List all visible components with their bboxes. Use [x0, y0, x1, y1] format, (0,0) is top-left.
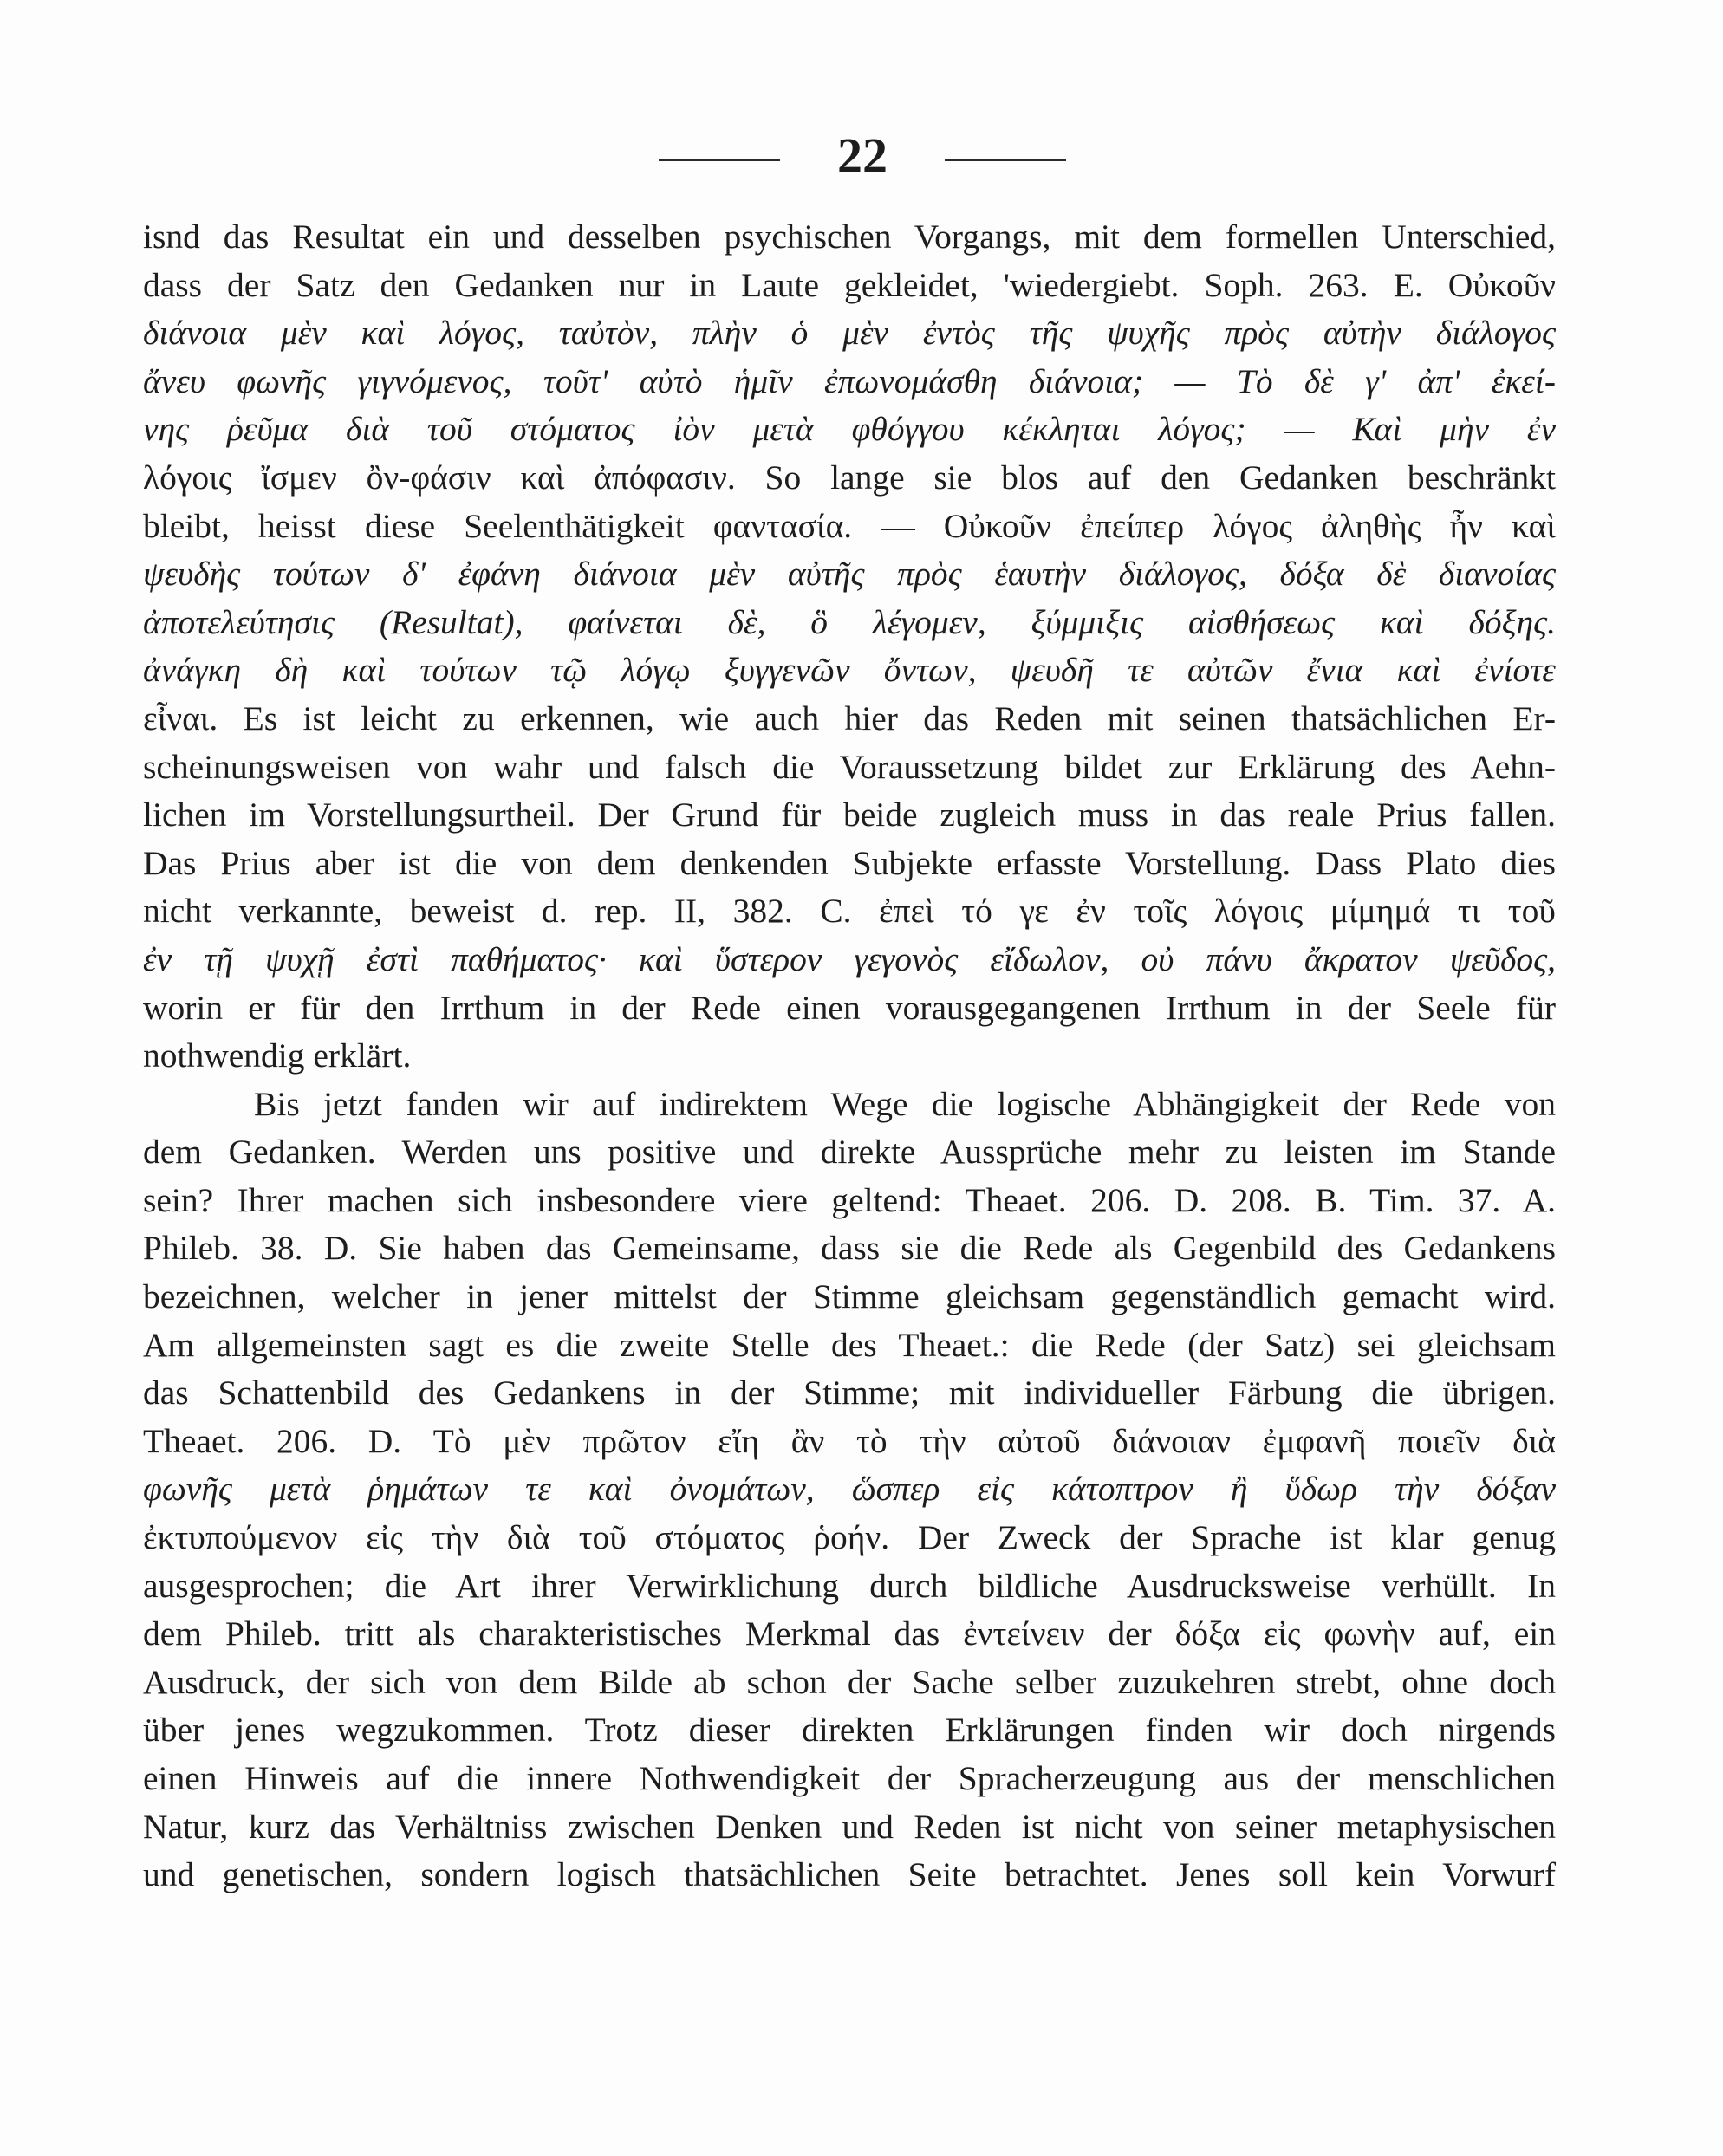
text-line: ἐκτυπούμενον εἰς τὴν διὰ τοῦ στόματος ῥοήν. Der Zweck der Sprache ist klar genug	[143, 1518, 1556, 1557]
text-line: das Schattenbild des Gedankens in der Stimme; mit individueller Färbung die übrigen.	[143, 1373, 1556, 1412]
text-line: ἀνάγκη δὴ καὶ τούτων τῷ λόγῳ ξυγγενῶν ὄντων, ψευδῆ τε αὐτῶν ἔνια καὶ ἐνίοτε	[143, 651, 1556, 690]
paragraph-1	[143, 213, 1556, 1081]
paragraph-2	[143, 1081, 1556, 1899]
header-rule-left	[659, 159, 780, 161]
text-line: ἐν τῇ ψυχῇ ἐστὶ παθήματος· καὶ ὕστερον γεγονὸς εἴδωλον, οὐ πάνυ ἄκρατον ψεῦδος,	[143, 939, 1556, 978]
text-line: scheinungsweisen von wahr und falsch die Voraussetzung bildet zur Erklärung des Aehn-	[143, 747, 1556, 786]
text-line: Bis jetzt fanden wir auf indirektem Wege die logische Abhängigkeit der Rede von	[254, 1084, 1556, 1123]
text-line: ἄνευ φωνῆς γιγνόμενος, τοῦτ' αὐτὸ ἡμῖν ἐπωνομάσθη διάνοια; — Τὸ δὲ γ' ἀπ' ἐκεί-	[143, 361, 1556, 400]
text-line: dem Phileb. tritt als charakteristisches Merkmal das ἐντείνειν der δόξα εἰς φωνὴν auf, ein	[143, 1614, 1556, 1653]
text-line: φωνῆς μετὰ ῥημάτων τε καὶ ὀνομάτων, ὥσπερ εἰς κάτοπτρον ἢ ὕδωρ τὴν δόξαν	[143, 1470, 1556, 1509]
text-line: dem Gedanken. Werden uns positive und direkte Aussprüche mehr zu leisten im Stande	[143, 1133, 1556, 1172]
body-text	[143, 213, 1556, 1899]
text-line: νης ῥεῦμα διὰ τοῦ στόματος ἰὸν μετὰ φθόγγου κέκληται λόγος; — Καὶ μὴν ἐν	[143, 410, 1556, 449]
text-line: Am allgemeinsten sagt es die zweite Stelle des Theaet.: die Rede (der Satz) sei gleichsam	[143, 1325, 1556, 1364]
text-line: διάνοια μὲν καὶ λόγος, ταὐτὸν, πλὴν ὁ μὲν ἐντὸς τῆς ψυχῆς πρὸς αὐτὴν διάλογος	[143, 314, 1556, 353]
text-line: bleibt, heisst diese Seelenthätigkeit φαντασία. — Οὐκοῦν ἐπείπερ λόγος ἀληθὴς ἦν καὶ	[143, 506, 1556, 545]
text-line: einen Hinweis auf die innere Nothwendigkeit der Spracherzeugung aus der menschlichen	[143, 1759, 1556, 1797]
text-line: bezeichnen, welcher in jener mittelst der Stimme gleichsam gegenständlich gemacht wird.	[143, 1277, 1556, 1316]
text-line: über jenes wegzukommen. Trotz dieser direkten Erklärungen finden wir doch nirgends	[143, 1711, 1556, 1750]
text-line: Theaet. 206. D. Τὸ μὲν πρῶτον εἴη ἂν τὸ τὴν αὐτοῦ διάνοιαν ἐμφανῆ ποιεῖν διὰ	[143, 1421, 1556, 1460]
text-line: εἶναι. Es ist leicht zu erkennen, wie auch hier das Reden mit seinen thatsächlichen Er-	[143, 698, 1556, 737]
text-line: dass der Satz den Gedanken nur in Laute gekleidet, 'wiedergiebt. Soph. 263. E. Οὐκοῦν	[143, 265, 1556, 304]
text-line: ἀποτελεύτησις (Resultat), φαίνεται δὲ, ὃ λέγομεν, ξύμμιξις αἰσθήσεως καὶ δόξης.	[143, 602, 1556, 641]
text-line: Ausdruck, der sich von dem Bilde ab schon der Sache selber zuzukehren strebt, ohne doch	[143, 1662, 1556, 1701]
text-line: worin er für den Irrthum in der Rede einen vorausgegangenen Irrthum in der Seele für	[143, 988, 1556, 1027]
text-line: sein? Ihrer machen sich insbesondere viere geltend: Theaet. 206. D. 208. B. Tim. 37. A.	[143, 1180, 1556, 1219]
text-line: ψευδὴς τούτων δ' ἐφάνη διάνοια μὲν αὐτῆς πρὸς ἑαυτὴν διάλογος, δόξα δὲ διανοίας	[143, 555, 1556, 594]
text-line: isnd das Resultat ein und desselben psychischen Vorgangs, mit dem formellen Unterschied,	[143, 218, 1556, 256]
header-rule-right	[945, 159, 1066, 161]
text-line: Das Prius aber ist die von dem denkenden Subjekte erfasste Vorstellung. Dass Plato dies	[143, 843, 1556, 882]
text-line: ausgesprochen; die Art ihrer Verwirklichung durch bildliche Ausdrucksweise verhüllt. In	[143, 1566, 1556, 1605]
text-line: Natur, kurz das Verhältniss zwischen Denken und Reden ist nicht von seiner metaphysischen	[143, 1807, 1556, 1846]
text-line: λόγοις ἴσμεν ὂν-φάσιν καὶ ἀπόφασιν. So lange sie blos auf den Gedanken beschränkt	[143, 458, 1556, 497]
text-line: lichen im Vorstellungsurtheil. Der Grund für beide zugleich muss in das reale Prius fallen.	[143, 796, 1556, 834]
page-number: 22	[837, 127, 888, 184]
text-line: nothwendig erklärt.	[143, 1036, 412, 1075]
text-line: Phileb. 38. D. Sie haben das Gemeinsame, dass sie die Rede als Gegenbild des Gedankens	[143, 1229, 1556, 1268]
text-line: nicht verkannte, beweist d. rep. II, 382. C. ἐπεὶ τό γε ἐν τοῖς λόγοις μίμημά τι τοῦ	[143, 892, 1556, 931]
text-line: und genetischen, sondern logisch thatsächlichen Seite betrachtet. Jenes soll kein Vorwurf	[143, 1855, 1556, 1894]
page-header	[0, 121, 1723, 191]
